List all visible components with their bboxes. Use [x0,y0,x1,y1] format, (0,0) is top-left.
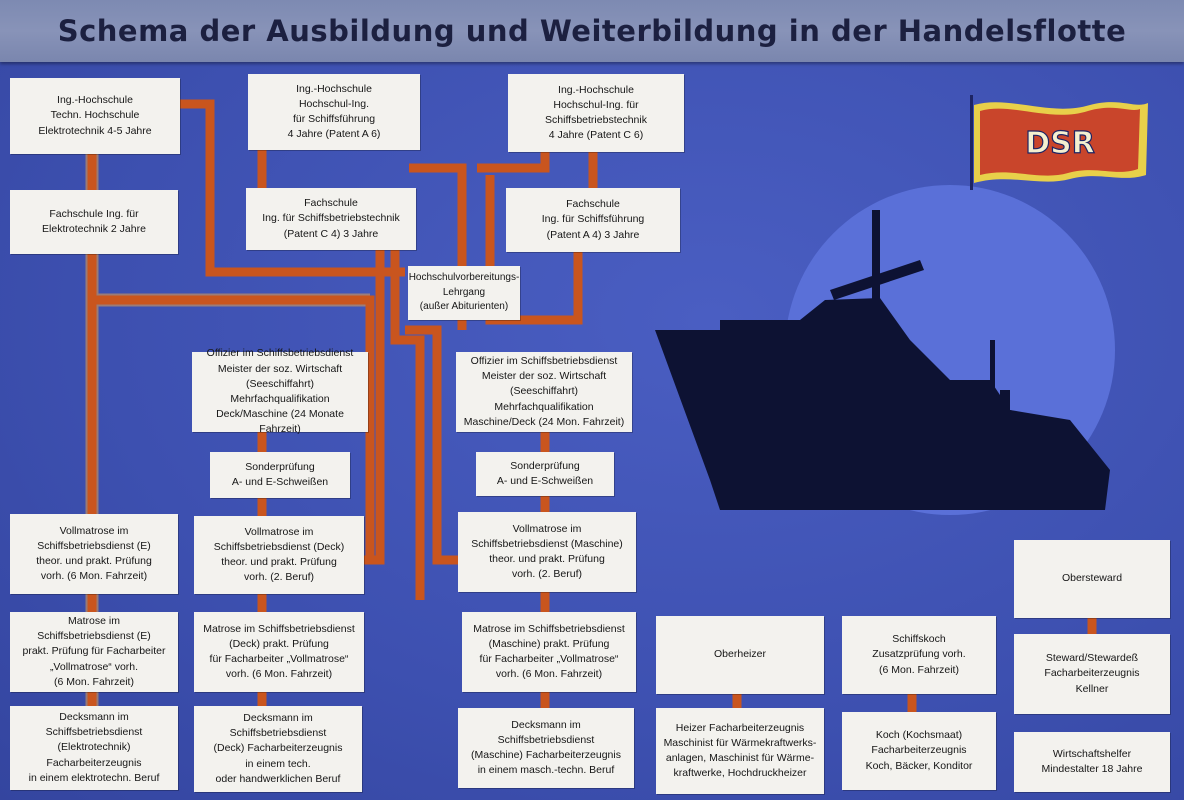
box-vollmatrose-e: Vollmatrose im Schiffsbetriebsdienst (E) theor. und prakt. Prüfung vorh. (6 Mon. Fahrzeit) [10,514,178,594]
box-decksmann-deck: Decksmann im Schiffsbetriebsdienst (Deck) Facharbeiterzeugnis in einem tech. oder handwerklichen Beruf [194,706,362,792]
box-fs-schiffsfuehrung: Fachschule Ing. für Schiffsführung (Patent A 4) 3 Jahre [506,188,680,252]
box-hochschulvorbereitung: Hochschulvorbereitungs- Lehrgang (außer Abiturienten) [408,266,520,320]
box-matrose-e: Matrose im Schiffsbetriebsdienst (E) prakt. Prüfung für Facharbeiter „Vollmatrose“ vorh. (6 Mon. Fahrzeit) [10,612,178,692]
box-schiffskoch: Schiffskoch Zusatzprüfung vorh. (6 Mon. Fahrzeit) [842,616,996,694]
box-oberheizer: Oberheizer [656,616,824,694]
box-wirtschaftshelfer: Wirtschaftshelfer Mindestalter 18 Jahre [1014,732,1170,792]
box-fs-schiffsbetriebstechnik: Fachschule Ing. für Schiffsbetriebstechnik (Patent C 4) 3 Jahre [246,188,416,250]
ship-silhouette [650,180,1130,540]
box-fs-elektrotechnik: Fachschule Ing. für Elektrotechnik 2 Jahre [10,190,178,254]
box-vollmatrose-deck: Vollmatrose im Schiffsbetriebsdienst (Deck) theor. und prakt. Prüfung vorh. (2. Beruf) [194,516,364,594]
box-matrose-deck: Matrose im Schiffsbetriebsdienst (Deck) prakt. Prüfung für Facharbeiter „Vollmatrose“ vorh. (6 Mon. Fahrzeit) [194,612,364,692]
page-title: Schema der Ausbildung und Weiterbildung in der Handelsflotte [57,14,1127,48]
flag-text: DSR [1025,126,1095,161]
box-sonderpruefung-maschine: Sonderprüfung A- und E-Schweißen [476,452,614,496]
pipe-center-c [405,330,458,560]
box-obersteward: Obersteward [1014,540,1170,618]
pipe-center-e [477,152,545,168]
box-matrose-maschine: Matrose im Schiffsbetriebsdienst (Maschine) prakt. Prüfung für Facharbeiter „Vollmatrose“ vorh. (6 Mon. Fahrzeit) [462,612,636,692]
box-ing-elektrotechnik: Ing.-Hochschule Techn. Hochschule Elektrotechnik 4-5 Jahre [10,78,180,154]
dsr-flag [970,95,1150,190]
box-ing-schiffsbetriebstechnik: Ing.-Hochschule Hochschul-Ing. für Schiffsbetriebstechnik 4 Jahre (Patent C 6) [508,74,684,152]
box-sonderpruefung-deck: Sonderprüfung A- und E-Schweißen [210,452,350,498]
box-vollmatrose-maschine: Vollmatrose im Schiffsbetriebsdienst (Maschine) theor. und prakt. Prüfung vorh. (2. Beruf) [458,512,636,592]
box-ing-schiffsfuehrung: Ing.-Hochschule Hochschul-Ing. für Schiffsführung 4 Jahre (Patent A 6) [248,74,420,150]
box-decksmann-e: Decksmann im Schiffsbetriebsdienst (Elektrotechnik) Facharbeiterzeugnis in einem elektrotechn. Beruf [10,706,178,790]
box-heizer: Heizer Facharbeiterzeugnis Maschinist für Wärmekraftwerks- anlagen, Maschinist für Wärme- kraftwerke, Hochdruckheizer [656,708,824,794]
box-decksmann-maschine: Decksmann im Schiffsbetriebsdienst (Maschine) Facharbeiterzeugnis in einem masch.-techn. Beruf [458,708,634,788]
box-steward: Steward/Stewardeß Facharbeiterzeugnis Kellner [1014,634,1170,714]
box-koch: Koch (Kochsmaat) Facharbeiterzeugnis Koch, Bäcker, Konditor [842,712,996,790]
box-offizier-maschine: Offizier im Schiffsbetriebsdienst Meister der soz. Wirtschaft (Seeschiffahrt) Mehrfachqualifikation Maschine/Deck (24 Mon. Fahrzeit) [456,352,632,432]
box-offizier-deck: Offizier im Schiffsbetriebsdienst Meister der soz. Wirtschaft (Seeschiffahrt) Mehrfachqualifikation Deck/Maschine (24 Monate Fahrzeit) [192,352,368,432]
